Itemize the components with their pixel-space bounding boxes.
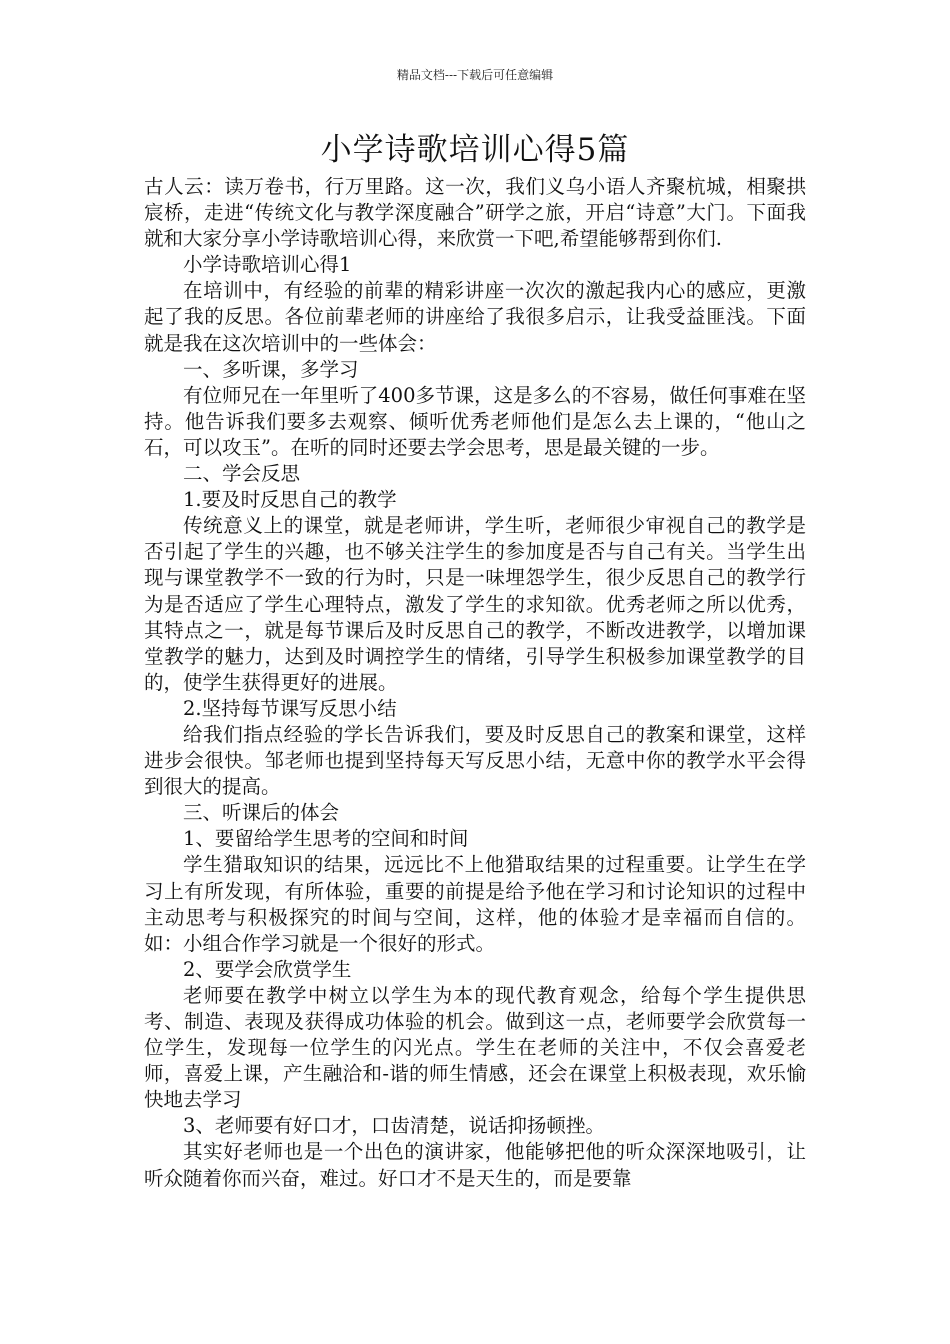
document-title: 小学诗歌培训心得5篇 bbox=[320, 132, 630, 168]
document-body bbox=[144, 174, 806, 1192]
paragraph: 有位师兄在一年里听了400多节课，这是多么的不容易，做任何事难在坚持。他告诉我们要多去观察、倾听优秀老师他们是怎么去上课的，“他山之石，可以攻玉”。在听的同时还要去学会思考，思是最关键的一步。 bbox=[144, 383, 806, 459]
subheading: 2、要学会欣赏学生 bbox=[183, 957, 352, 981]
paragraph: 老师要在教学中树立以学生为本的现代教育观念，给每个学生提供思考、制造、表现及获得成功体验的机会。做到这一点，老师要学会欣赏每一位学生，发现每一位学生的闪光点。学生在老师的关注中，不仅会喜爱老师，喜爱上课，产生融洽和-谐的师生情感，还会在课堂上积极表现，欢乐愉快地去学习 bbox=[144, 983, 806, 1112]
intro-paragraph: 古人云：读万卷书，行万里路。这一次，我们义乌小语人齐聚杭城，相聚拱宸桥，走进“传统文化与教学深度融合”研学之旅，开启“诗意”大门。下面我就和大家分享小学诗歌培训心得，来欣赏一下吧,希望能够帮到你们. bbox=[144, 175, 806, 251]
paragraph: 传统意义上的课堂，就是老师讲，学生听，老师很少审视自己的教学是否引起了学生的兴趣，也不够关注学生的参加度是否与自己有关。当学生出现与课堂教学不一致的行为时，只是一味埋怨学生，很少反思自己的教学行为是否适应了学生心理特点，激发了学生的求知欲。优秀老师之所以优秀，其特点之一，就是每节课后及时反思自己的教学，不断改进教学，以增加课堂教学的魅力，达到及时调控学生的情绪，引导学生积极参加课堂教学的目的，使学生获得更好的进展。 bbox=[144, 514, 806, 694]
section-heading: 小学诗歌培训心得1 bbox=[183, 253, 352, 277]
subheading: 一、多听课，多学习 bbox=[183, 357, 359, 381]
page-header: 精品文档---下载后可任意编辑 bbox=[396, 68, 554, 82]
subheading: 1.要及时反思自己的教学 bbox=[183, 488, 397, 512]
paragraph: 给我们指点经验的学长告诉我们，要及时反思自己的教案和课堂，这样进步会很快。邹老师也提到坚持每天写反思小结，无意中你的教学水平会得到很大的提高。 bbox=[144, 722, 806, 799]
subheading: 三、听课后的体会 bbox=[183, 801, 340, 825]
paragraph: 在培训中，有经验的前辈的精彩讲座一次次的激起我内心的感应，更激起了我的反思。各位前辈老师的讲座给了我很多启示，让我受益匪浅。下面就是我在这次培训中的一些体会： bbox=[144, 279, 806, 355]
subheading: 二、学会反思 bbox=[183, 462, 301, 486]
paragraph: 学生猎取知识的结果，远远比不上他猎取结果的过程重要。让学生在学习上有所发现，有所体验，重要的前提是给予他在学习和讨论知识的过程中主动思考与积极探究的时间与空间，这样，他的体验才是幸福而自信的。如：小组合作学习就是一个很好的形式。 bbox=[144, 853, 806, 955]
subheading: 3、老师要有好口才，口齿清楚，说话抑扬顿挫。 bbox=[183, 1114, 605, 1138]
paragraph: 其实好老师也是一个出色的演讲家，他能够把他的听众深深地吸引，让听众随着你而兴奋，难过。好口才不是天生的，而是要靠 bbox=[144, 1140, 806, 1190]
subheading: 1、要留给学生思考的空间和时间 bbox=[183, 827, 469, 851]
subheading: 2.坚持每节课写反思小结 bbox=[183, 696, 397, 720]
